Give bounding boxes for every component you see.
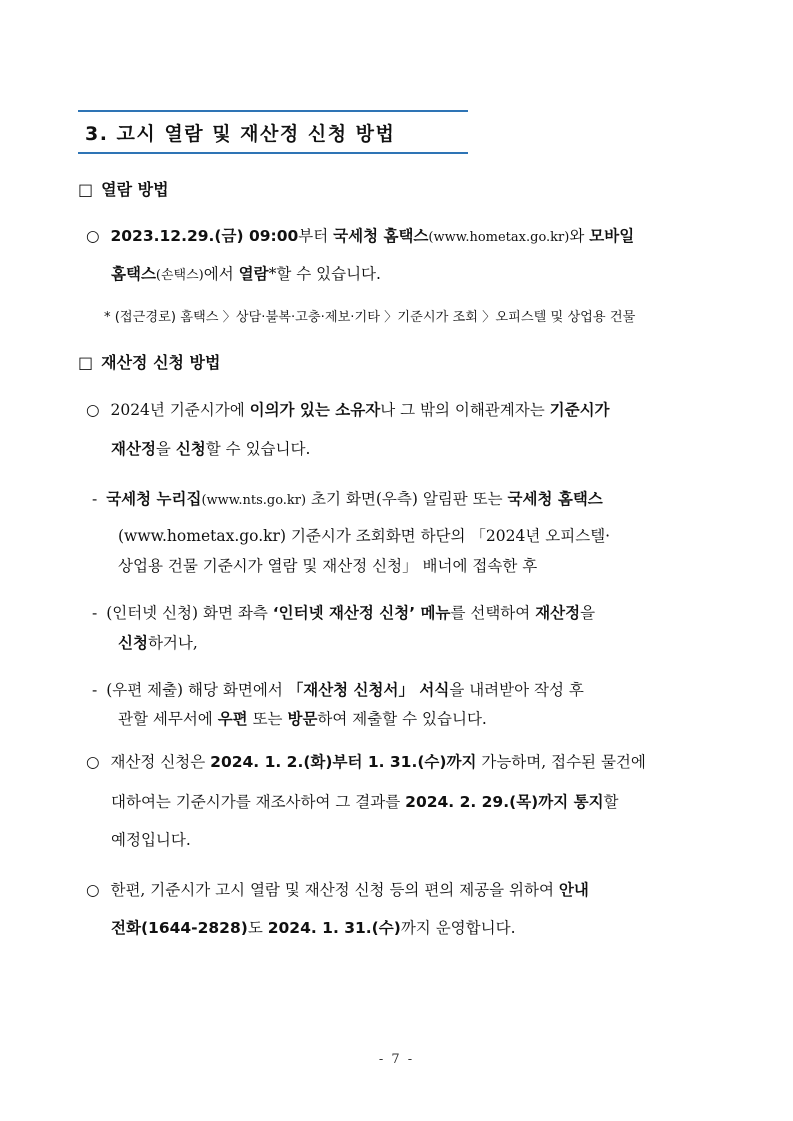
text: 하거나, [147, 634, 198, 652]
dash1-line2: (www.hometax.go.kr) 기준시가 조회화면 하단의 「2024년 오피스텔· [118, 527, 611, 545]
subheading-viewing-method [78, 177, 169, 200]
guide-label: 안내 [558, 881, 589, 899]
section-heading-box [78, 110, 468, 154]
circle-bullet: ○ [86, 881, 100, 899]
text: 초기 화면(우측) 알림판 또는 [306, 490, 508, 508]
phone-number: 전화(1644-2828) [111, 919, 248, 937]
dash2-line1 [92, 603, 595, 623]
mobile-label: 모바일 [589, 227, 635, 245]
text: 재산정 신청은 [110, 753, 211, 771]
section-title: 3. 고시 열람 및 재산정 신청 방법 [85, 123, 396, 145]
dash1-line1 [92, 489, 603, 511]
text: 에서 [203, 265, 239, 283]
sontax-label: (손택스) [155, 268, 204, 283]
circle-bullet: ○ [86, 753, 100, 771]
text: 를 선택하여 [450, 604, 536, 622]
text: 와 [569, 227, 590, 245]
form-label: 「재산청 신청서」 서식 [287, 681, 450, 699]
nts-website-label: 국세청 누리집 [106, 490, 202, 508]
text: (인터넷 신청) 화면 좌측 [106, 604, 273, 622]
dash-bullet: - [92, 604, 98, 622]
text: *할 수 있습니다. [268, 265, 381, 283]
reassessment-label: 재산정 [111, 440, 156, 458]
hometax-label: 홈택스 [111, 265, 156, 283]
dash-bullet: - [92, 490, 98, 508]
date-highlight: 2023.12.29.(금) 09:00 [110, 227, 299, 245]
operation-end-date: 2024. 1. 31.(수) [267, 919, 401, 937]
text: 부터 [298, 227, 334, 245]
dash2-line2 [118, 633, 198, 653]
hometax-url: (www.hometax.go.kr) [428, 230, 570, 245]
text: 대하여는 기준시가를 재조사하여 그 결과를 [111, 793, 406, 811]
text: (우편 제출) 해당 화면에서 [106, 681, 288, 699]
item3-line3: 예정입니다. [111, 831, 191, 849]
dash3-line2 [118, 709, 487, 729]
item1-line2 [111, 264, 381, 286]
text: 가능하며, 접수된 물건에 [476, 753, 646, 771]
item1-line1 [86, 226, 634, 248]
text: 할 [603, 793, 619, 811]
checkbox-square-icon: □ [78, 180, 94, 199]
text: 할 수 있습니다. [205, 440, 311, 458]
access-path-note: * (접근경로) 홈택스 〉상담·불복·고충·제보·기타 〉기준시가 조회 〉오피스텔 및 상업용 건물 [104, 310, 636, 325]
text: 관할 세무서에 [118, 710, 218, 728]
text: 또는 [247, 710, 288, 728]
dash3-line1 [92, 680, 584, 700]
checkbox-square-icon: □ [78, 353, 94, 372]
circle-bullet: ○ [86, 401, 100, 419]
viewing-label: 열람 [238, 265, 269, 283]
hometax-label: 국세청 홈택스 [507, 490, 603, 508]
internet-menu-label: ‘인터넷 재산정 신청’ 메뉴 [272, 604, 451, 622]
text: 2024년 기준시가에 [110, 401, 250, 419]
text: 한편, 기준시가 고시 열람 및 재산정 신청 등의 편의 제공을 위하여 [110, 881, 559, 899]
page-number: - 7 - [378, 1052, 415, 1067]
item3-line1 [86, 752, 646, 772]
item4-line1 [86, 880, 589, 900]
text: 을 내려받아 작성 후 [449, 681, 584, 699]
hometax-label: 국세청 홈택스 [333, 227, 429, 245]
text: 까지 운영합니다. [400, 919, 516, 937]
objecting-owner-label: 이의가 있는 소유자 [249, 401, 381, 419]
dash1-line3: 상업용 건물 기준시가 열람 및 재산정 신청」 배너에 접속한 후 [118, 557, 538, 575]
notification-date: 2024. 2. 29.(목)까지 통지 [405, 793, 604, 811]
item4-line2 [111, 918, 516, 938]
mail-label: 우편 [217, 710, 248, 728]
reassessment-label: 재산정 [535, 604, 581, 622]
subheading-label: 열람 방법 [101, 180, 169, 199]
text: 을 [155, 440, 176, 458]
item3-line2 [111, 792, 619, 812]
standard-price-label: 기준시가 [549, 401, 610, 419]
application-period: 2024. 1. 2.(화)부터 1. 31.(수)까지 [210, 753, 477, 771]
text: 을 [580, 604, 596, 622]
dash-bullet: - [92, 681, 98, 699]
nts-url: (www.nts.go.kr) [201, 493, 307, 508]
apply-label: 신청 [175, 440, 206, 458]
item2-line1 [86, 400, 610, 420]
visit-label: 방문 [287, 710, 318, 728]
subheading-label: 재산정 신청 방법 [101, 353, 221, 372]
text: 도 [247, 919, 268, 937]
text: 하여 제출할 수 있습니다. [317, 710, 487, 728]
circle-bullet: ○ [86, 227, 100, 245]
subheading-reassessment-method [78, 350, 220, 373]
text: 나 그 밖의 이해관계자는 [380, 401, 550, 419]
item2-line2 [111, 439, 310, 459]
apply-label: 신청 [118, 634, 148, 652]
